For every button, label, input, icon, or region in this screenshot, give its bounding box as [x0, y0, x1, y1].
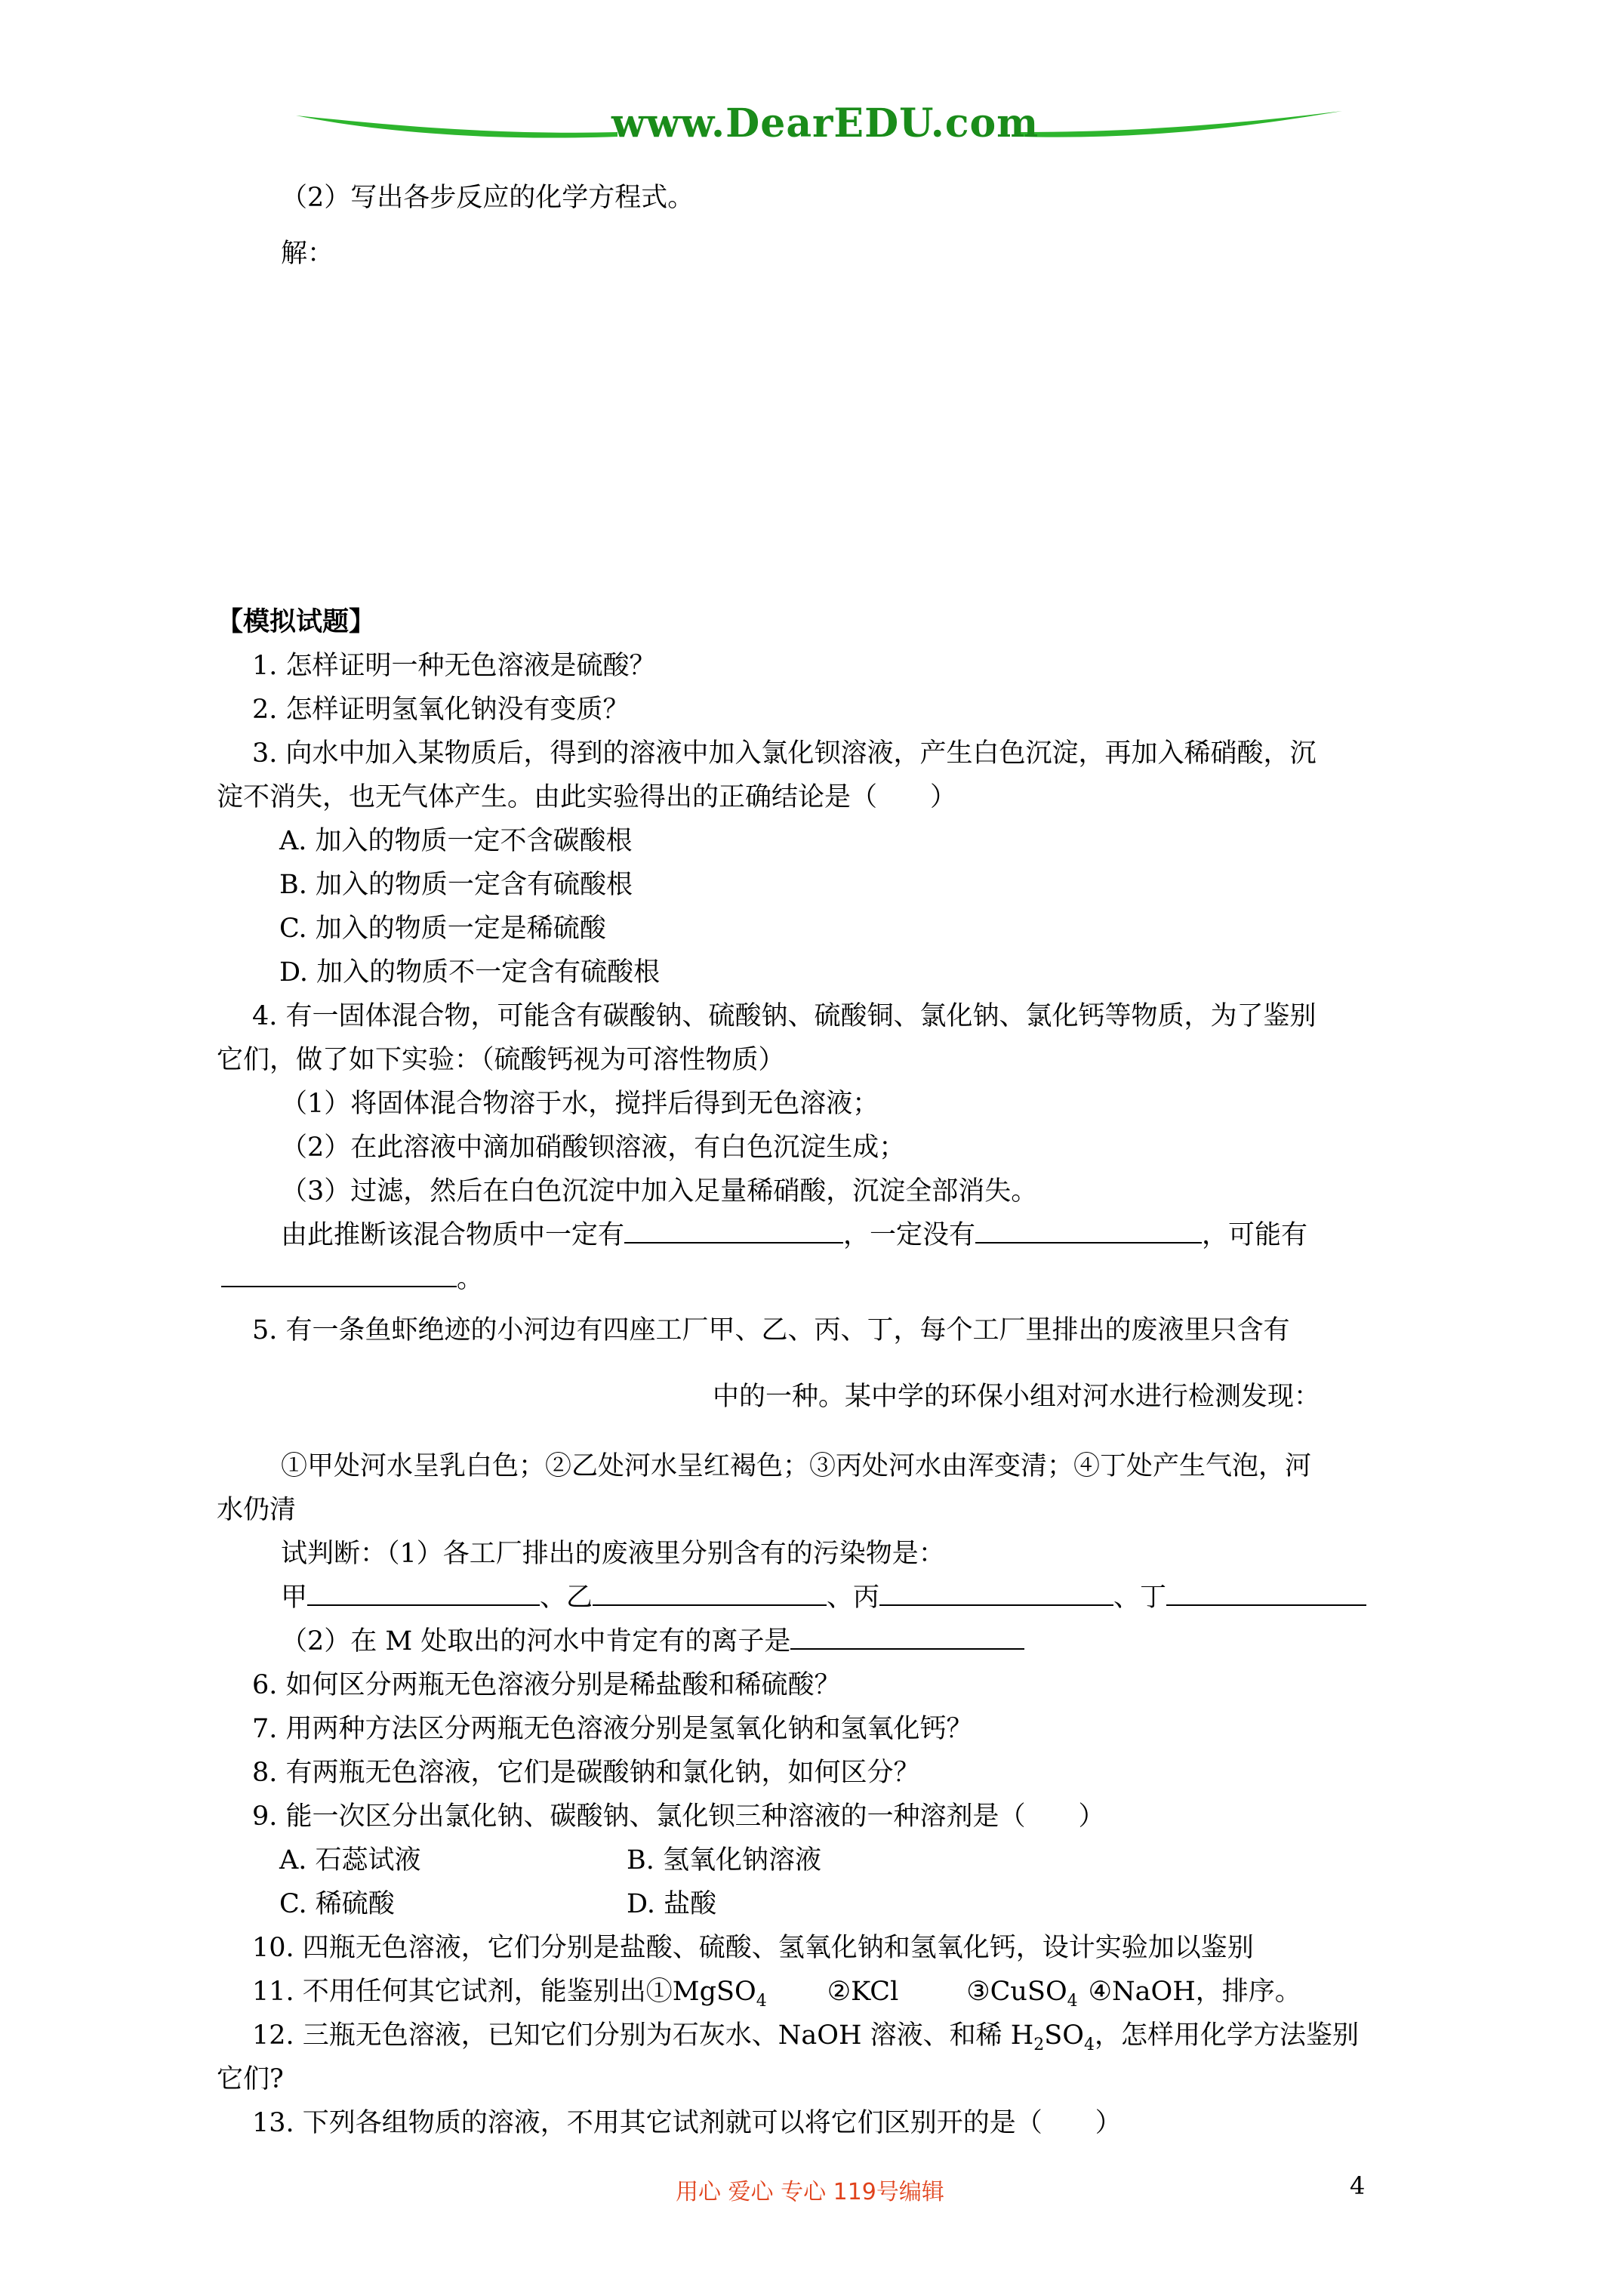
question-5-line-2: 中的一种。某中学的环保小组对河水进行检测发现： — [713, 1382, 1321, 1412]
header-logo — [294, 94, 1336, 155]
answer-blank[interactable] — [879, 1582, 1113, 1606]
factory-ding-label: 、丁 — [1113, 1583, 1167, 1613]
question-12-line-2: 它们? — [217, 2064, 284, 2094]
question-12-sub-b: 4 — [1083, 2036, 1095, 2054]
answer-blank[interactable] — [307, 1582, 540, 1606]
question-11 — [252, 1975, 1301, 2011]
logo-swoosh-right — [1019, 102, 1344, 147]
answer-blank[interactable] — [790, 1626, 1024, 1650]
question-9-option-c: C. 稀硫酸 — [279, 1889, 395, 1919]
question-11-sub-a: 4 — [756, 1992, 767, 2011]
question-5-line-4: 水仍清 — [217, 1495, 297, 1525]
answer-blank[interactable] — [624, 1219, 843, 1244]
question-9: 9. 能一次区分出氯化钠、碳酸钠、氯化钡三种溶液的一种溶剂是（ ） — [252, 1801, 1105, 1832]
question-9-option-a: A. 石蕊试液 — [279, 1845, 421, 1875]
question-11-part-c: ③CuSO — [966, 1977, 1067, 2007]
question-1: 1. 怎样证明一种无色溶液是硫酸？ — [252, 651, 656, 681]
question-3-option-d: D. 加入的物质不一定含有硫酸根 — [279, 957, 661, 988]
section-title: 【模拟试题】 — [217, 606, 376, 637]
answer-blank[interactable] — [221, 1263, 457, 1287]
page-number: 4 — [1350, 2171, 1366, 2200]
answer-blank[interactable] — [1166, 1582, 1366, 1606]
question-3-line-1: 3. 向水中加入某物质后，得到的溶液中加入氯化钡溶液，产生白色沉淀，再加入稀硝酸，沉 — [252, 738, 1317, 769]
question-8: 8. 有两瓶无色溶液，它们是碳酸钠和氯化钠，如何区分？ — [252, 1758, 920, 1788]
question-4-line-2: 它们，做了如下实验：（硫酸钙视为可溶性物质） — [217, 1045, 785, 1075]
question-11-part-a: 11. 不用任何其它试剂，能鉴别出①MgSO — [252, 1977, 756, 2007]
question-4-step-1: （1）将固体混合物溶于水，搅拌后得到无色溶液； — [281, 1089, 879, 1119]
question-13: 13. 下列各组物质的溶液，不用其它试剂就可以将它们区别开的是（ ） — [252, 2108, 1122, 2138]
question-4-conclusion — [281, 1219, 1307, 1252]
question-part-2: （2）写出各步反应的化学方程式。 — [281, 183, 694, 213]
question-4-conclusion-line-2 — [221, 1262, 483, 1296]
factory-jia-label: 甲 — [281, 1583, 308, 1613]
question-11-part-d: ④NaOH，排序。 — [1088, 1977, 1301, 2007]
question-2: 2. 怎样证明氢氧化钠没有变质？ — [252, 695, 630, 725]
question-6: 6. 如何区分两瓶无色溶液分别是稀盐酸和稀硫酸？ — [252, 1670, 841, 1700]
question-12-sub-a: 2 — [1033, 2036, 1045, 2054]
logo-swoosh-left — [294, 102, 619, 147]
question-4-conclusion-part-3: ，可能有 — [1202, 1220, 1308, 1250]
question-9-option-b: B. 氢氧化钠溶液 — [627, 1845, 821, 1875]
logo-text: www.DearEDU.com — [611, 100, 1039, 146]
question-5-line-5: 试判断：（1）各工厂排出的废液里分别含有的污染物是： — [281, 1539, 945, 1569]
question-12-part-a: 12. 三瓶无色溶液，已知它们分别为石灰水、NaOH 溶液、和稀 H — [252, 2020, 1034, 2051]
question-3-option-a: A. 加入的物质一定不含碳酸根 — [279, 826, 633, 856]
question-5-line-3: ①甲处河水呈乳白色；②乙处河水呈红褐色；③丙处河水由浑变清；④丁处产生气泡，河 — [281, 1451, 1312, 1481]
factory-bing-label: 、丙 — [827, 1583, 880, 1613]
question-5-factories — [281, 1581, 1366, 1614]
question-3-line-2: 淀不消失，也无气体产生。由此实验得出的正确结论是（ ） — [217, 782, 957, 812]
question-3-option-c: C. 加入的物质一定是稀硫酸 — [279, 914, 606, 944]
question-12-part-b: SO — [1044, 2020, 1084, 2051]
factory-yi-label: 、乙 — [540, 1583, 593, 1613]
question-10: 10. 四瓶无色溶液，它们分别是盐酸、硫酸、氢氧化钠和氢氧化钙，设计实验加以鉴别 — [252, 1933, 1254, 1963]
answer-blank[interactable] — [975, 1219, 1202, 1244]
question-4-step-2: （2）在此溶液中滴加硝酸钡溶液，有白色沉淀生成； — [281, 1133, 906, 1163]
question-4-conclusion-part-2: ，一定没有 — [843, 1220, 976, 1250]
question-5-line-1: 5. 有一条鱼虾绝迹的小河边有四座工厂甲、乙、丙、丁，每个工厂里排出的废液里只含有 — [252, 1315, 1290, 1345]
answer-label: 解： — [281, 239, 334, 269]
question-4-step-3: （3）过滤，然后在白色沉淀中加入足量稀硝酸，沉淀全部消失。 — [281, 1176, 1038, 1207]
question-5-part-2-text: （2）在 M 处取出的河水中肯定有的离子是 — [281, 1626, 791, 1657]
question-4-line-1: 4. 有一固体混合物，可能含有碳酸钠、硫酸钠、硫酸铜、氯化钠、氯化钙等物质，为了鉴别 — [252, 1001, 1317, 1031]
answer-blank[interactable] — [593, 1582, 827, 1606]
question-9-option-d: D. 盐酸 — [627, 1889, 717, 1919]
question-4-conclusion-part-4: 。 — [457, 1264, 484, 1294]
question-11-sub-c: 4 — [1067, 1992, 1078, 2011]
question-5-part-2 — [281, 1625, 1024, 1658]
page-footer: 用心 爱心 专心 119号编辑 — [676, 2179, 944, 2205]
question-3-option-b: B. 加入的物质一定含有硫酸根 — [279, 870, 633, 900]
question-7: 7. 用两种方法区分两瓶无色溶液分别是氢氧化钠和氢氧化钙？ — [252, 1714, 973, 1744]
question-12-part-c: ，怎样用化学方法鉴别 — [1094, 2020, 1359, 2051]
question-12-line-1 — [252, 2019, 1359, 2052]
question-11-part-b: ②KCl — [827, 1977, 899, 2007]
question-4-conclusion-part-1: 由此推断该混合物质中一定有 — [281, 1220, 625, 1250]
